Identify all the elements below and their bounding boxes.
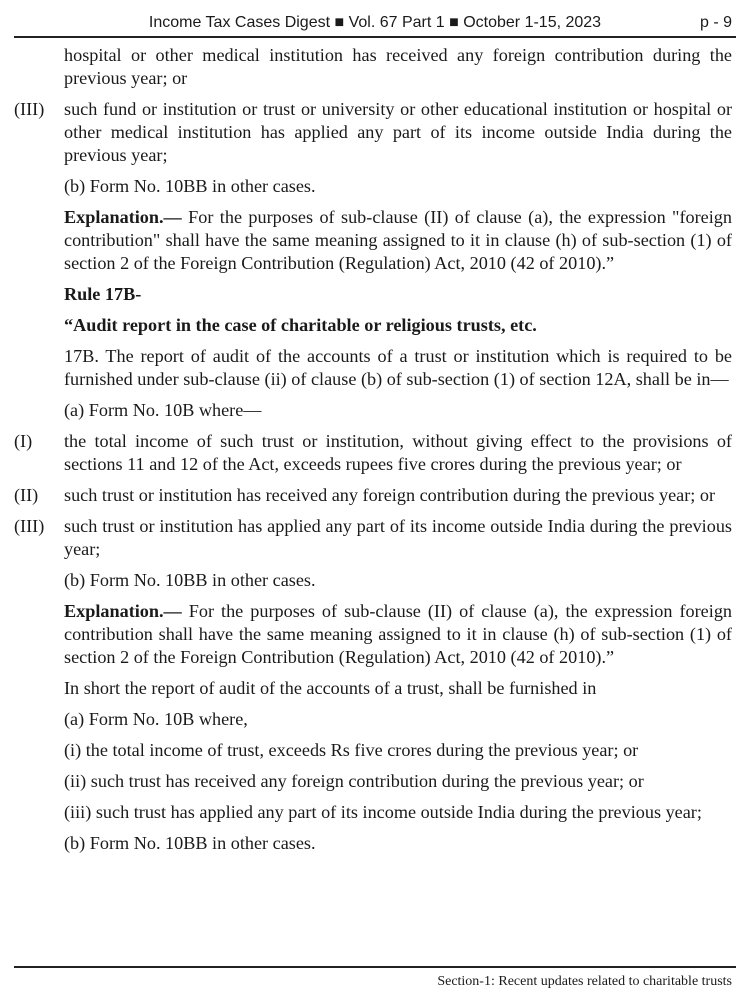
paragraph: In short the report of audit of the accounts of a trust, shall be furnished in bbox=[64, 678, 597, 698]
clause-item: (I) the total income of such trust or institution, without giving effect to the provisions of sections 11 and 12 of the Act, exceeds rupees five crores during the previous year; or bbox=[14, 431, 732, 474]
rule-heading: Rule 17B- bbox=[64, 284, 142, 304]
paragraph: hospital or other medical institution has received any foreign contribution during the previous year; or bbox=[64, 45, 732, 88]
rule-subheading: “Audit report in the case of charitable or religious trusts, etc. bbox=[64, 315, 537, 335]
clause-number: (I) bbox=[14, 431, 33, 451]
explanation: Explanation.— For the purposes of sub-clause (II) of clause (a), the expression "foreign contribution" shall have the same meaning assigned to it in clause (h) of sub-section (1) of section 2 of the Foreign Contribution (Regulation) Act, 2010 (42 of 2010).” bbox=[64, 207, 732, 273]
journal-title: Income Tax Cases Digest ■ Vol. 67 Part 1 ■ October 1-15, 2023 bbox=[148, 14, 602, 31]
paragraph: (a) Form No. 10B where, bbox=[64, 709, 248, 729]
paragraph: (b) Form No. 10BB in other cases. bbox=[64, 176, 316, 196]
page-number: p - 9 bbox=[699, 14, 732, 31]
page-body bbox=[14, 44, 732, 863]
paragraph: (b) Form No. 10BB in other cases. bbox=[64, 570, 316, 590]
clause-item: (III) such fund or institution or trust or university or other educational institution or hospital or other medical institution has applied any part of its income outside India during the previous year; bbox=[14, 99, 732, 165]
paragraph: (i) the total income of trust, exceeds Rs five crores during the previous year; or bbox=[64, 740, 639, 760]
clause-number: (III) bbox=[14, 99, 45, 119]
clause-number: (III) bbox=[14, 516, 45, 536]
paragraph: (ii) such trust has received any foreign contribution during the previous year; or bbox=[64, 771, 644, 791]
paragraph: (iii) such trust has applied any part of its income outside India during the previous year; bbox=[64, 802, 702, 822]
footer-divider bbox=[14, 966, 736, 968]
clause-number: (II) bbox=[14, 485, 39, 505]
clause-item: (III) such trust or institution has applied any part of its income outside India during the previous year; bbox=[14, 516, 732, 559]
paragraph: (b) Form No. 10BB in other cases. bbox=[64, 833, 316, 853]
running-footer: Section-1: Recent updates related to charitable trusts bbox=[437, 974, 732, 989]
running-header bbox=[14, 10, 736, 38]
paragraph: (a) Form No. 10B where— bbox=[64, 400, 262, 420]
paragraph: 17B. The report of audit of the accounts of a trust or institution which is required to be furnished under sub-clause (ii) of clause (b) of sub-section (1) of section 12A, shall be in— bbox=[64, 346, 732, 389]
clause-item: (II) such trust or institution has received any foreign contribution during the previous year; or bbox=[14, 485, 716, 505]
explanation: Explanation.— For the purposes of sub-clause (II) of clause (a), the expression foreign contribution shall have the same meaning assigned to it in clause (h) of sub-section (1) of section 2 of the Foreign Contribution (Regulation) Act, 2010 (42 of 2010).” bbox=[64, 601, 733, 667]
